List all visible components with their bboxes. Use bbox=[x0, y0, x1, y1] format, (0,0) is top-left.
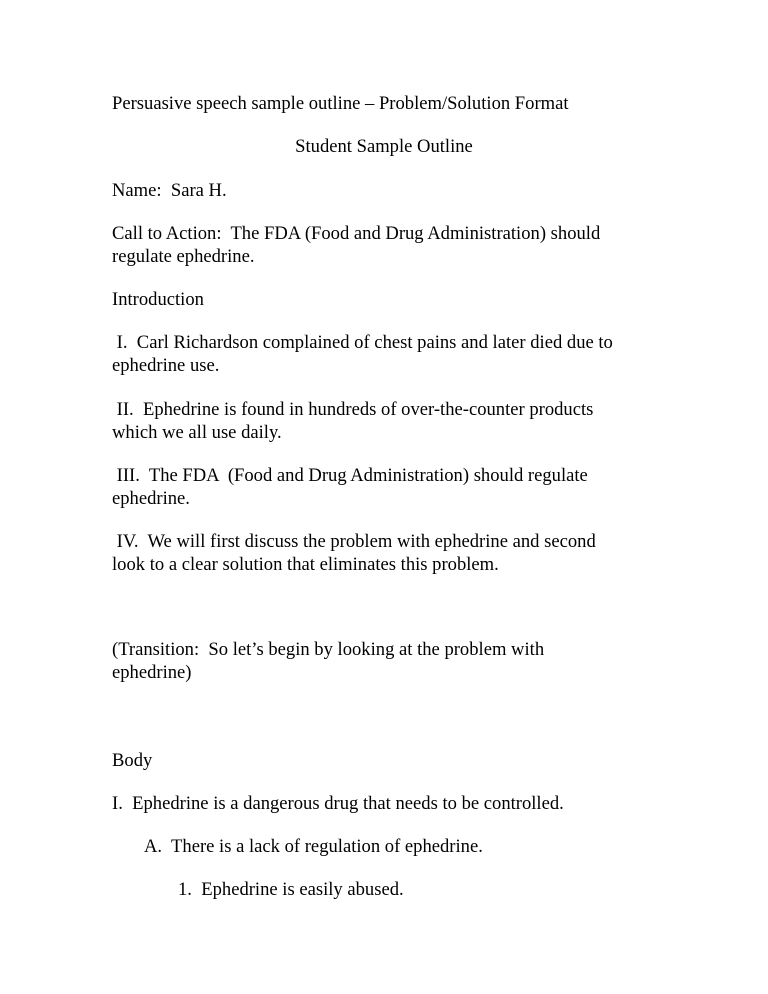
intro-point-1-line-1: I. Carl Richardson complained of chest pains and later died due to bbox=[112, 332, 613, 353]
intro-point-2-line-2: which we all use daily. bbox=[112, 422, 282, 443]
transition-line-2: ephedrine) bbox=[112, 662, 192, 683]
student-name: Name: Sara H. bbox=[112, 180, 227, 201]
intro-point-3-line-2: ephedrine. bbox=[112, 488, 190, 509]
intro-point-1-line-2: ephedrine use. bbox=[112, 355, 220, 376]
call-to-action-line-2: regulate ephedrine. bbox=[112, 246, 255, 267]
intro-point-3-line-1: III. The FDA (Food and Drug Administration) should regulate bbox=[112, 465, 588, 486]
introduction-heading: Introduction bbox=[112, 289, 204, 310]
intro-point-2-line-1: II. Ephedrine is found in hundreds of over-the-counter products bbox=[112, 399, 594, 420]
intro-point-4-line-2: look to a clear solution that eliminates this problem. bbox=[112, 554, 499, 575]
document-subtitle: Student Sample Outline bbox=[295, 136, 473, 157]
body-heading: Body bbox=[112, 750, 153, 771]
body-main-point: I. Ephedrine is a dangerous drug that needs to be controlled. bbox=[112, 793, 564, 814]
call-to-action-line-1: Call to Action: The FDA (Food and Drug Administration) should bbox=[112, 223, 601, 244]
body-sub-sub-point: 1. Ephedrine is easily abused. bbox=[178, 879, 404, 900]
transition-line-1: (Transition: So let’s begin by looking at the problem with bbox=[112, 639, 545, 660]
body-sub-point: A. There is a lack of regulation of ephedrine. bbox=[144, 836, 483, 857]
document-title: Persuasive speech sample outline – Problem/Solution Format bbox=[112, 93, 569, 114]
intro-point-4-line-1: IV. We will first discuss the problem with ephedrine and second bbox=[112, 531, 596, 552]
